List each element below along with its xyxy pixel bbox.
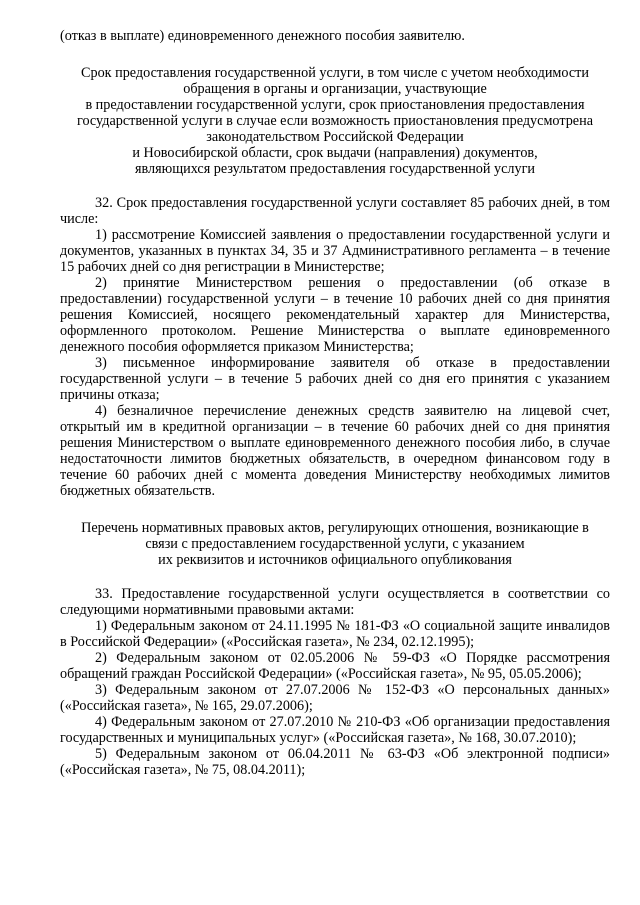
list-item: 2) принятие Министерством решения о предоставлении (об отказе в предоставлении) государственной услуги – в течение 10 рабочих дней со дня принятия решения Комиссией, носящего рекомендательный характер для Министерства, оформленного протоколом. Решение Министерства о выплате единовременного денежного пособия оформляется приказом Министерства; xyxy=(60,275,610,355)
list-item: 1) Федеральным законом от 24.11.1995 № 181-ФЗ «О социальной защите инвалидов в Российской Федерации» («Российская газета», № 234, 02.12.1995); xyxy=(60,618,610,650)
paragraph-32-intro: 32. Срок предоставления государственной услуги составляет 85 рабочих дней, в том числе: xyxy=(60,195,610,227)
document-page xyxy=(60,28,610,778)
heading-line: Срок предоставления государственной услуги, в том числе с учетом необходимости xyxy=(81,65,589,81)
section-heading-legal-acts xyxy=(60,520,610,568)
heading-line: являющихся результатом предоставления государственной услуги xyxy=(134,161,536,177)
heading-line: их реквизитов и источников официального опубликования xyxy=(158,552,512,568)
list-item: 5) Федеральным законом от 06.04.2011 № 63-ФЗ «Об электронной подписи» («Российская газета», № 75, 08.04.2011); xyxy=(60,746,610,778)
list-item: 3) письменное информирование заявителя об отказе в предоставлении государственной услуги – в течение 5 рабочих дней со дня его принятия с указанием причины отказа; xyxy=(60,355,610,403)
heading-line: и Новосибирской области, срок выдачи (направления) документов, xyxy=(132,145,538,161)
section-33 xyxy=(60,586,610,778)
list-item: 2) Федеральным законом от 02.05.2006 № 59-ФЗ «О Порядке рассмотрения обращений граждан Российской Федерации» («Российская газета», № 95, 05.05.2006); xyxy=(60,650,610,682)
intro-line: (отказ в выплате) единовременного денежного пособия заявителю. xyxy=(60,28,465,44)
heading-line: законодательством Российской Федерации xyxy=(206,129,464,145)
section-heading-service-term xyxy=(60,65,610,177)
list-item: 3) Федеральным законом от 27.07.2006 № 152-ФЗ «О персональных данных» («Российская газета», № 165, 29.07.2006); xyxy=(60,682,610,714)
heading-line: Перечень нормативных правовых актов, регулирующих отношения, возникающие в xyxy=(81,520,589,536)
section-32 xyxy=(60,195,610,499)
heading-line: государственной услуги в случае если возможность приостановления предусмотрена xyxy=(77,113,593,129)
list-item: 4) безналичное перечисление денежных средств заявителю на лицевой счет, открытый им в кредитной организации – в течение 60 рабочих дней со дня принятия решения Министерством о выплате единовременного денежного пособия либо, в случае недостаточности лимитов бюджетных обязательств, в очередном финансовом году в течение 60 рабочих дней с момента доведения Министерству необходимых лимитов бюджетных обязательств. xyxy=(60,403,610,499)
list-item: 4) Федеральным законом от 27.07.2010 № 210-ФЗ «Об организации предоставления государственных и муниципальных услуг» («Российская газета», № 168, 30.07.2010); xyxy=(60,714,610,746)
heading-line: обращения в органы и организации, участвующие xyxy=(183,81,487,97)
list-item: 1) рассмотрение Комиссией заявления о предоставлении государственной услуги и документов, указанных в пунктах 34, 35 и 37 Административного регламента – в течение 15 рабочих дней со дня регистрации в Министерстве; xyxy=(60,227,610,275)
paragraph-33-intro: 33. Предоставление государственной услуги осуществляется в соответствии со следующими нормативными правовыми актами: xyxy=(60,586,610,618)
heading-line: в предоставлении государственной услуги, срок приостановления предоставления xyxy=(85,97,585,113)
heading-line: связи с предоставлением государственной услуги, с указанием xyxy=(145,536,525,552)
